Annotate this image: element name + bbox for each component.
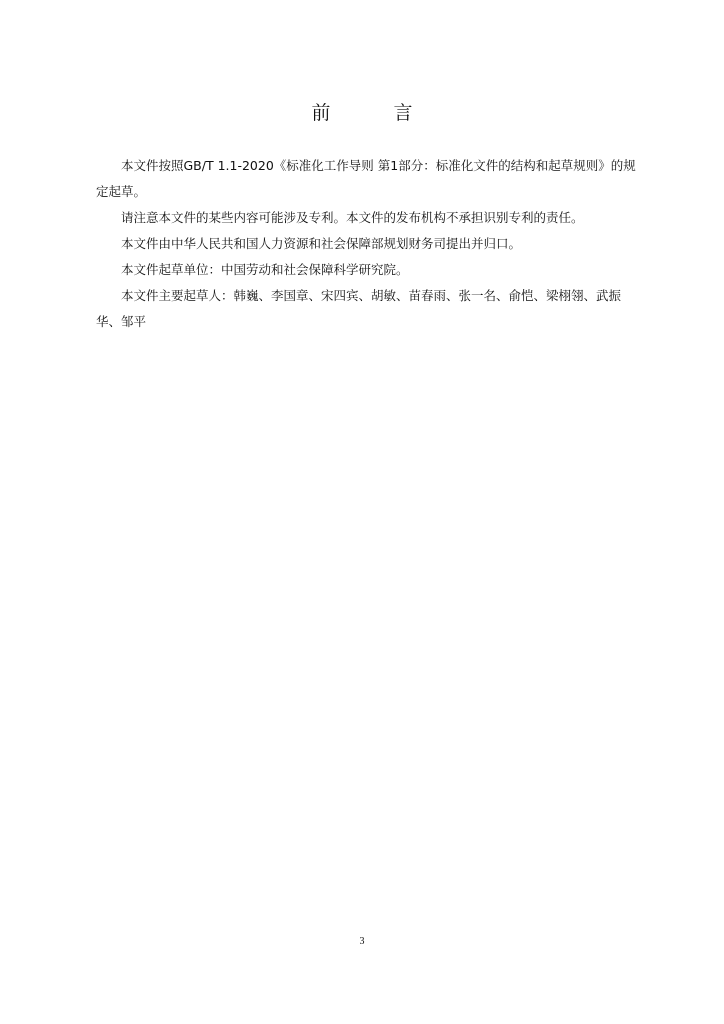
paragraph-drafting-unit: 本文件起草单位：中国劳动和社会保障科学研究院。: [121, 262, 409, 277]
foreword-body: [96, 153, 636, 335]
paragraph-drafters: 本文件主要起草人：韩巍、李国章、宋四宾、胡敏、苗春雨、张一名、俞恺、梁栩翎、武振华、邹平: [96, 288, 622, 329]
paragraph-proposer: 本文件由中华人民共和国人力资源和社会保障部规划财务司提出并归口。: [121, 236, 522, 251]
paragraph-standard-reference: 本文件按照GB/T 1.1-2020《标准化工作导则 第1部分：标准化文件的结构和起草规则》的规定起草。: [96, 158, 636, 199]
paragraph-patent-notice: 请注意本文件的某些内容可能涉及专利。本文件的发布机构不承担识别专利的责任。: [121, 210, 584, 225]
page-title: 前 言: [311, 102, 435, 124]
page-number: 3: [359, 936, 365, 947]
